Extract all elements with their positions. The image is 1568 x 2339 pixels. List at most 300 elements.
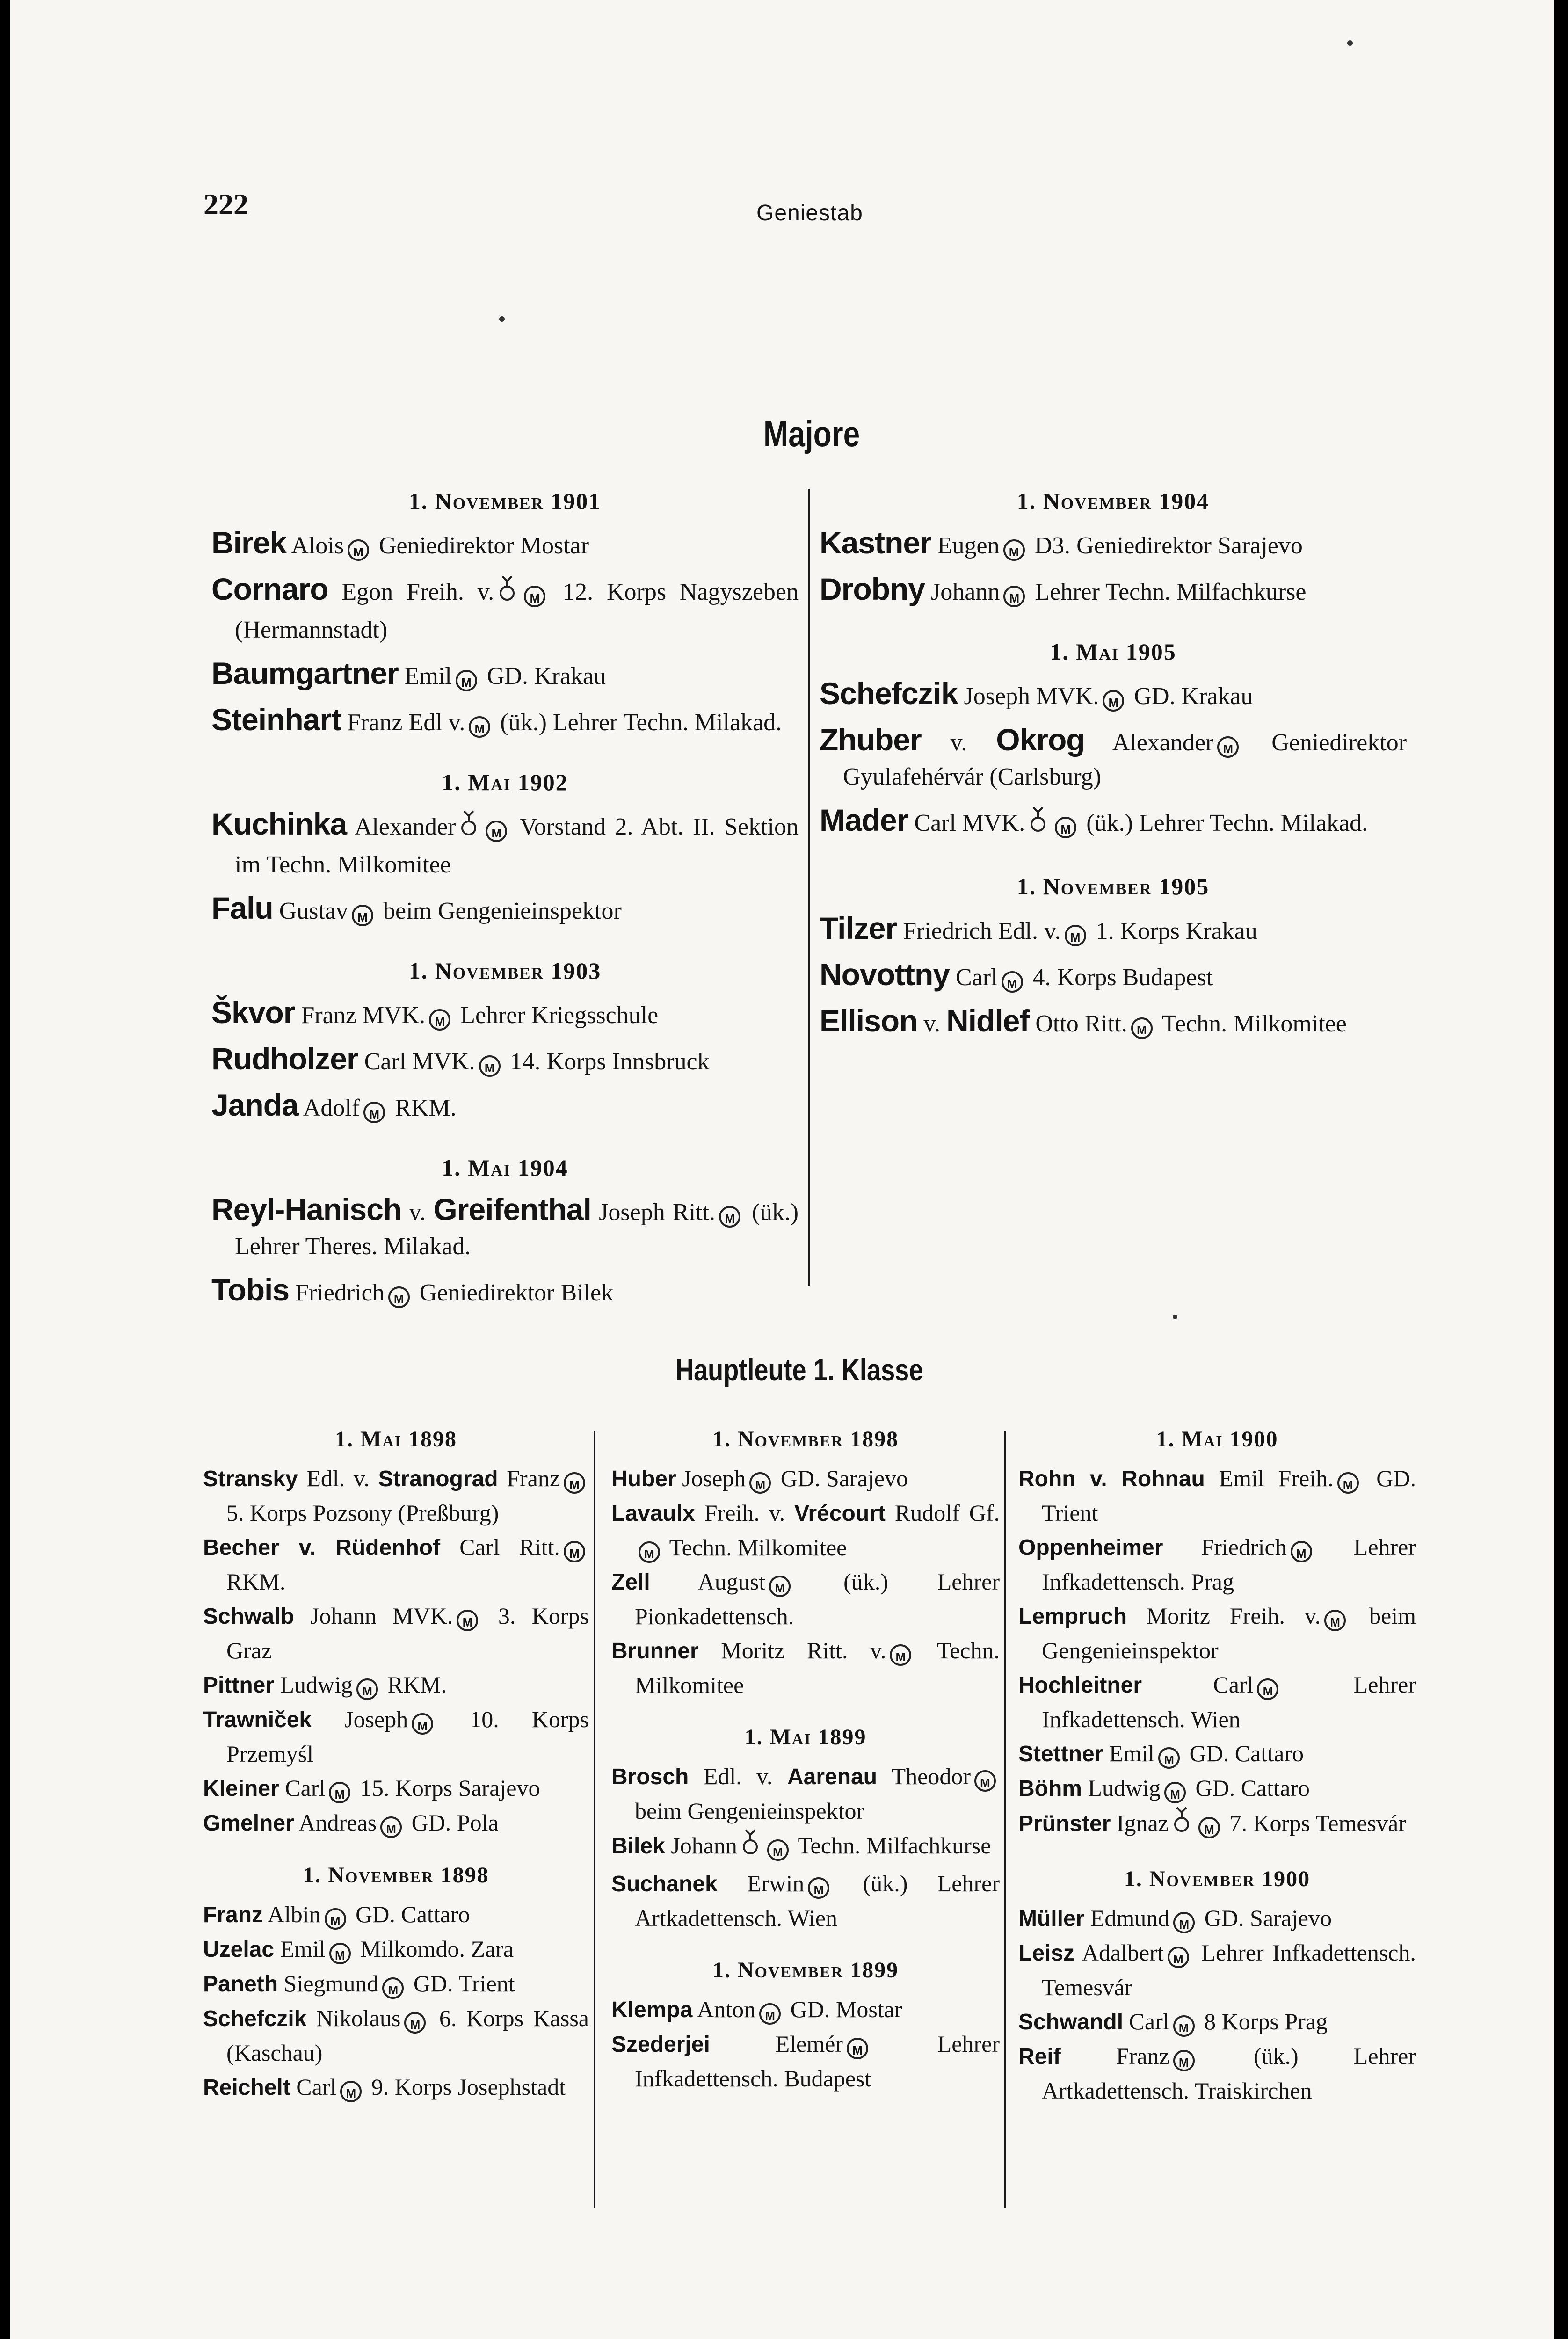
seniority-date: 1. November 1899	[712, 1958, 899, 1983]
posting: (ük.) Lehrer Techn. Milakad.	[494, 709, 782, 736]
medal-m-icon: M	[769, 1576, 791, 1597]
posting: GD. Krakau	[1128, 683, 1253, 710]
posting: Lehrer Kriegsschule	[454, 1002, 659, 1029]
predicate-name: Greifenthal	[433, 1192, 591, 1227]
roster-entry	[203, 1599, 589, 1668]
surname: Reichelt	[203, 2075, 290, 2100]
roster-entry	[203, 1530, 589, 1599]
surname: Janda	[211, 1088, 298, 1122]
roster-entry	[820, 958, 1407, 995]
posting: RKM.	[382, 1671, 447, 1698]
surname: Stransky	[203, 1467, 298, 1491]
order-ornament-icon	[459, 809, 478, 848]
surname: Szederjei	[611, 2032, 710, 2057]
medal-m-icon: M	[1003, 586, 1025, 607]
medal-m-icon: M	[759, 2003, 781, 2025]
seniority-date: 1. November 1903	[408, 958, 602, 984]
roster-entry	[211, 1042, 799, 1079]
roster-entry	[820, 676, 1407, 713]
group-spacer	[211, 937, 799, 956]
posting: RKM.	[389, 1095, 457, 1121]
order-ornament-icon	[1029, 806, 1047, 844]
roster-entry	[1018, 1599, 1416, 1668]
given-name: Gustav	[273, 898, 348, 924]
surname: Schefczik	[203, 2006, 307, 2031]
roster-entry	[203, 1967, 589, 2001]
given-name: Friedrich	[1163, 1534, 1287, 1560]
given-name: Siegmund	[278, 1970, 379, 1997]
hauptleute-column-1	[203, 1426, 589, 2105]
roster-entry	[611, 2027, 1000, 2096]
given-name: Johann MVK.	[294, 1603, 453, 1629]
given-name: August	[650, 1569, 766, 1595]
predicate-name: Aarenau	[787, 1765, 878, 1789]
surname: Becher v. Rüdenhof	[203, 1535, 441, 1560]
roster-entry	[211, 807, 799, 882]
given-name: Carl	[290, 2074, 337, 2100]
given-name: Anton	[692, 1996, 756, 2022]
roster-entry	[203, 1668, 589, 1702]
given-name: Friedrich Edl. v.	[897, 918, 1061, 944]
group-spacer	[211, 749, 799, 768]
column-divider	[1004, 1431, 1006, 2208]
medal-m-icon: M	[1003, 539, 1025, 561]
medal-m-icon: M	[348, 539, 369, 561]
given-name: Alexander	[347, 814, 456, 840]
surname: Klempa	[611, 1998, 693, 2022]
surname: Huber	[611, 1467, 676, 1491]
medal-m-icon: M	[412, 1713, 433, 1735]
given-name: Joseph	[676, 1465, 746, 1491]
medal-m-icon: M	[847, 2038, 868, 2059]
surname: Bilek	[611, 1834, 665, 1859]
print-speck	[1173, 1315, 1177, 1319]
surname: Drobny	[820, 572, 925, 606]
seniority-date: 1. Mai 1898	[334, 1427, 457, 1452]
medal-m-icon: M	[1002, 971, 1023, 993]
order-ornament-icon	[741, 1828, 760, 1867]
given-name: Adalbert	[1074, 1939, 1164, 1966]
given-name: Carl	[949, 964, 998, 991]
medal-m-icon: M	[329, 1943, 351, 1964]
surname: Paneth	[203, 1972, 278, 1997]
medal-m-icon: M	[380, 1816, 402, 1838]
given-name: Joseph Ritt.	[591, 1199, 716, 1226]
majore-column-right	[820, 487, 1407, 1050]
given-name: Franz	[498, 1465, 560, 1491]
given-name: Andreas	[294, 1809, 377, 1836]
medal-m-icon: M	[388, 1286, 410, 1308]
roster-entry	[203, 1461, 589, 1530]
surname: Tilzer	[820, 911, 897, 945]
posting: 8 Korps Prag	[1198, 2008, 1328, 2034]
surname: Trawniček	[203, 1707, 312, 1732]
roster-entry	[211, 572, 799, 647]
medal-m-icon: M	[352, 905, 373, 926]
posting: GD. Sarajevo	[775, 1465, 908, 1491]
roster-entry	[820, 803, 1407, 844]
posting: 10. Korps Przemyśl	[226, 1706, 589, 1767]
given-name: Erwin	[717, 1870, 805, 1896]
predicate-name: Nidlef	[946, 1003, 1030, 1038]
posting: beim Gengenieinspektor	[377, 898, 622, 924]
page-number: 222	[203, 188, 248, 221]
seniority-date: 1. Mai 1902	[442, 769, 568, 795]
medal-m-icon: M	[1103, 690, 1124, 712]
medal-m-icon: M	[1337, 1472, 1359, 1494]
given-name: Emil	[1103, 1740, 1155, 1766]
posting: Geniedirektor Mostar	[372, 532, 589, 559]
surname: Kastner	[820, 525, 931, 560]
medal-m-icon: M	[429, 1009, 450, 1031]
given-name: v.	[401, 1199, 434, 1226]
posting: 15. Korps Sarajevo	[354, 1775, 540, 1801]
posting: 3. Korps Graz	[226, 1603, 589, 1663]
roster-entry	[211, 526, 799, 563]
medal-m-icon: M	[469, 716, 490, 738]
given-name: Albin	[263, 1901, 321, 1927]
surname: Steinhart	[211, 702, 341, 737]
roster-entry	[611, 1565, 1000, 1634]
roster-entry	[211, 1273, 799, 1310]
medal-m-icon: M	[479, 1055, 501, 1077]
given-name: Franz	[1060, 2043, 1169, 2069]
surname: Oppenheimer	[1018, 1535, 1163, 1560]
posting: 1. Korps Krakau	[1089, 918, 1257, 944]
roster-entry	[211, 891, 799, 928]
posting: GD. Trient	[407, 1970, 515, 1997]
roster-entry	[611, 1828, 1000, 1867]
given-name: Carl Ritt.	[440, 1534, 560, 1560]
seniority-date: 1. Mai 1905	[1050, 639, 1176, 665]
surname: Schwandl	[1018, 2010, 1124, 2034]
seniority-date: 1. November 1898	[303, 1863, 489, 1888]
medal-m-icon: M	[486, 821, 507, 842]
posting: Lehrer Infkadettensch. Temesvár	[1042, 1939, 1416, 2000]
given-name: Johann	[925, 579, 1000, 605]
given-name: Johann	[665, 1832, 737, 1859]
given-name: Carl	[1123, 2008, 1169, 2034]
roster-entry	[211, 1192, 799, 1264]
posting: 6. Korps Kassa (Kaschau)	[226, 2005, 589, 2066]
seniority-date: 1. November 1905	[1016, 873, 1210, 900]
posting: Vorstand 2. Abt. II. Sektion im Techn. Milkomitee	[235, 814, 799, 878]
section-title-hauptleute: Hauptleute 1. Klasse	[675, 1352, 923, 1387]
posting: Lehrer Infkadettensch. Budapest	[635, 2031, 1000, 2092]
given-name: Rudolf Gf.	[885, 1500, 1000, 1526]
surname: Birek	[211, 525, 287, 560]
surname: Suchanek	[611, 1872, 718, 1896]
given-name: Ignaz	[1111, 1810, 1169, 1836]
roster-entry	[203, 1932, 589, 1967]
roster-entry	[820, 526, 1407, 563]
surname: Hochleitner	[1018, 1673, 1142, 1698]
medal-m-icon: M	[363, 1102, 385, 1123]
posting: 9. Korps Josephstadt	[365, 2074, 566, 2100]
roster-entry	[611, 1634, 1000, 1702]
medal-m-icon: M	[1065, 925, 1086, 946]
given-name: Carl	[1142, 1671, 1254, 1698]
roster-entry	[611, 1759, 1000, 1828]
print-speck	[1347, 40, 1353, 46]
posting: 14. Korps Innsbruck	[504, 1048, 710, 1075]
roster-entry	[211, 995, 799, 1032]
roster-entry	[203, 1897, 589, 1932]
posting: Techn. Milkomitee	[635, 1637, 1000, 1698]
surname: Müller	[1018, 1906, 1085, 1931]
roster-entry	[611, 1992, 1000, 2027]
roster-entry	[1018, 1936, 1416, 2005]
hauptleute-column-2	[611, 1426, 1000, 2096]
group-spacer	[611, 1702, 1000, 1724]
medal-m-icon: M	[1173, 1912, 1195, 1933]
posting: D3. Geniedirektor Sarajevo	[1028, 532, 1303, 559]
surname: Brosch	[611, 1765, 689, 1789]
roster-entry	[1018, 1461, 1416, 1530]
group-spacer	[211, 1134, 799, 1153]
given-name: Nikolaus	[306, 2005, 401, 2031]
given-name: Alois	[286, 532, 344, 559]
given-name: Theodor	[877, 1763, 971, 1789]
order-ornament-icon	[498, 574, 516, 613]
roster-entry	[820, 1004, 1407, 1041]
roster-entry	[1018, 1668, 1416, 1736]
predicate-name: Vrécourt	[794, 1501, 886, 1526]
roster-entry	[1018, 1771, 1416, 1806]
surname: Kleiner	[203, 1776, 279, 1801]
seniority-date: 1. November 1900	[1124, 1867, 1311, 1891]
given-name: Ludwig	[274, 1671, 353, 1698]
roster-entry	[1018, 1530, 1416, 1599]
posting: 12. Korps Nagyszeben (Hermannstadt)	[235, 579, 799, 643]
given-name: Joseph	[312, 1706, 408, 1732]
seniority-date: 1. Mai 1900	[1156, 1427, 1278, 1452]
given-name: Alexander	[1084, 729, 1214, 756]
predicate-name: Stranograd	[378, 1467, 498, 1491]
given-name: Emil	[398, 663, 452, 690]
medal-m-icon: M	[719, 1206, 740, 1228]
posting: beim Gengenieinspektor	[1042, 1603, 1416, 1663]
surname: Prünster	[1018, 1811, 1111, 1836]
roster-entry	[820, 723, 1407, 794]
given-name: Moritz Freih. v.	[1127, 1603, 1321, 1629]
posting: Milkomdo. Zara	[354, 1936, 514, 1962]
medal-m-icon: M	[1173, 2050, 1195, 2071]
medal-m-icon: M	[749, 1472, 771, 1494]
posting: Techn. Milfachkurse	[792, 1832, 991, 1859]
medal-m-icon: M	[329, 1782, 350, 1803]
medal-m-icon: M	[457, 1610, 478, 1631]
given-name: v.	[917, 1010, 946, 1037]
roster-entry	[1018, 2005, 1416, 2039]
given-name: Carl MVK.	[908, 810, 1025, 836]
given-name: Eugen	[931, 532, 1000, 559]
surname: Zhuber	[820, 722, 922, 757]
posting: beim Gengenieinspektor	[635, 1798, 864, 1824]
surname: Uzelac	[203, 1937, 275, 1962]
medal-m-icon: M	[1158, 1747, 1180, 1769]
roster-entry	[203, 1806, 589, 1840]
roster-entry	[1018, 2039, 1416, 2108]
given-name: Edl. v.	[689, 1763, 787, 1789]
posting: 5. Korps Pozsony (Preßburg)	[226, 1500, 499, 1526]
medal-m-icon: M	[404, 2012, 426, 2034]
seniority-date: 1. November 1898	[712, 1427, 899, 1452]
medal-m-icon: M	[1168, 1947, 1189, 1968]
posting: GD. Trient	[1042, 1465, 1416, 1526]
predicate-name: Okrog	[996, 722, 1085, 757]
roster-entry	[1018, 1901, 1416, 1936]
surname: Škvor	[211, 995, 295, 1030]
roster-entry	[820, 911, 1407, 948]
roster-entry	[611, 1496, 1000, 1565]
group-spacer	[203, 1840, 589, 1862]
roster-entry	[211, 703, 799, 740]
medal-m-icon: M	[456, 670, 477, 691]
group-spacer	[611, 1935, 1000, 1957]
posting: Lehrer Infkadettensch. Prag	[1042, 1534, 1416, 1595]
posting: (ük.) Lehrer Theres. Milakad.	[235, 1199, 799, 1260]
posting: Techn. Milkomitee	[1156, 1010, 1347, 1037]
roster-entry	[1018, 1736, 1416, 1771]
order-ornament-icon	[1172, 1806, 1191, 1844]
posting: (ük.) Lehrer Pionkadettensch.	[635, 1569, 1000, 1629]
document-page	[10, 0, 1554, 2339]
surname: Schefczik	[820, 676, 958, 711]
posting: Geniedirektor Bilek	[413, 1279, 614, 1306]
posting: GD. Krakau	[480, 663, 606, 690]
given-name: Friedrich	[289, 1279, 385, 1306]
column-divider	[808, 489, 810, 1286]
posting: Lehrer Infkadettensch. Wien	[1042, 1671, 1416, 1732]
group-spacer	[820, 853, 1407, 872]
surname: Lempruch	[1018, 1604, 1127, 1629]
posting: (ük.) Lehrer Techn. Milakad.	[1080, 810, 1368, 836]
roster-entry	[203, 1771, 589, 1806]
posting: (ük.) Lehrer Artkadettensch. Wien	[635, 1870, 1000, 1931]
medal-m-icon: M	[639, 1541, 660, 1563]
majore-column-left	[211, 487, 799, 1319]
given-name: Emil Freih.	[1205, 1465, 1334, 1491]
posting: 7. Korps Temesvár	[1223, 1810, 1406, 1836]
roster-entry	[203, 1702, 589, 1771]
surname: Pittner	[203, 1673, 275, 1698]
running-head: Geniestab	[756, 201, 863, 225]
group-spacer	[820, 618, 1407, 637]
surname: Franz	[203, 1903, 263, 1927]
posting: GD. Pola	[406, 1809, 499, 1836]
roster-entry	[203, 2070, 589, 2105]
medal-m-icon: M	[808, 1877, 829, 1899]
given-name: Moritz Ritt. v.	[698, 1637, 886, 1663]
surname: Zell	[611, 1570, 650, 1595]
roster-entry	[611, 1461, 1000, 1496]
given-name: Elemér	[710, 2031, 843, 2057]
medal-m-icon: M	[382, 1977, 404, 1999]
medal-m-icon: M	[1257, 1678, 1278, 1700]
given-name: Carl MVK.	[358, 1048, 475, 1075]
posting: GD. Cattaro	[1190, 1775, 1310, 1801]
medal-m-icon: M	[1291, 1541, 1312, 1562]
surname: Novottny	[820, 957, 950, 992]
surname: Lavaulx	[611, 1501, 695, 1526]
posting: Lehrer Techn. Milfachkurse	[1029, 579, 1307, 605]
section-title-majore: Majore	[763, 413, 860, 454]
surname: Reif	[1018, 2044, 1061, 2069]
seniority-date: 1. Mai 1899	[744, 1725, 867, 1750]
medal-m-icon: M	[1131, 1017, 1153, 1039]
roster-entry	[211, 656, 799, 693]
posting: Geniedirektor Gyulafehérvár (Carlsburg)	[843, 729, 1407, 790]
given-name: Adolf	[298, 1095, 360, 1121]
surname: Tobis	[211, 1272, 290, 1307]
given-name: Joseph MVK.	[958, 683, 1099, 710]
medal-m-icon: M	[1217, 736, 1239, 758]
surname: Cornaro	[211, 572, 328, 606]
surname: Baumgartner	[211, 656, 399, 690]
roster-entry	[820, 572, 1407, 609]
given-name: Freih. v.	[695, 1500, 795, 1526]
surname: Leisz	[1018, 1941, 1075, 1966]
medal-m-icon: M	[356, 1678, 378, 1700]
posting: 4. Korps Budapest	[1026, 964, 1213, 991]
medal-m-icon: M	[1324, 1610, 1346, 1631]
group-spacer	[1018, 1844, 1416, 1866]
seniority-date: 1. November 1904	[1016, 488, 1210, 514]
posting: GD. Cattaro	[349, 1901, 470, 1927]
seniority-date: 1. November 1901	[408, 488, 602, 514]
medal-m-icon: M	[340, 2081, 362, 2102]
hauptleute-column-3	[1018, 1426, 1416, 2108]
surname: Böhm	[1018, 1776, 1082, 1801]
surname: Stettner	[1018, 1742, 1103, 1766]
medal-m-icon: M	[1164, 1782, 1186, 1803]
given-name: Emil	[274, 1936, 326, 1962]
surname: Falu	[211, 891, 273, 925]
medal-m-icon: M	[524, 586, 545, 607]
print-speck	[499, 316, 505, 322]
posting: Techn. Milkomitee	[664, 1534, 847, 1561]
surname: Rohn v. Rohnau	[1018, 1467, 1205, 1491]
medal-m-icon: M	[564, 1472, 585, 1494]
surname: Schwalb	[203, 1604, 294, 1629]
roster-entry	[611, 1867, 1000, 1935]
surname: Ellison	[820, 1003, 918, 1038]
surname: Mader	[820, 803, 908, 837]
given-name: Carl	[279, 1775, 326, 1801]
medal-m-icon: M	[1198, 1817, 1220, 1838]
seniority-date: 1. Mai 1904	[442, 1155, 568, 1181]
posting: RKM.	[226, 1569, 286, 1595]
given-name: Otto Ritt.	[1029, 1010, 1127, 1037]
medal-m-icon: M	[767, 1839, 789, 1861]
medal-m-icon: M	[564, 1541, 585, 1562]
column-divider	[594, 1431, 595, 2208]
medal-m-icon: M	[1055, 817, 1076, 838]
given-name: Ludwig	[1082, 1775, 1161, 1801]
surname: Kuchinka	[211, 806, 347, 841]
surname: Rudholzer	[211, 1041, 358, 1076]
given-name: Egon Freih. v.	[328, 579, 494, 605]
medal-m-icon: M	[974, 1770, 996, 1792]
medal-m-icon: M	[890, 1644, 911, 1666]
roster-entry	[211, 1088, 799, 1125]
posting: GD. Sarajevo	[1198, 1905, 1332, 1931]
medal-m-icon: M	[1173, 2015, 1195, 2037]
given-name: Edmund	[1084, 1905, 1170, 1931]
posting: (ük.) Lehrer Artkadettensch. Traiskirchen	[1042, 2043, 1416, 2104]
posting: GD. Cattaro	[1183, 1740, 1304, 1766]
